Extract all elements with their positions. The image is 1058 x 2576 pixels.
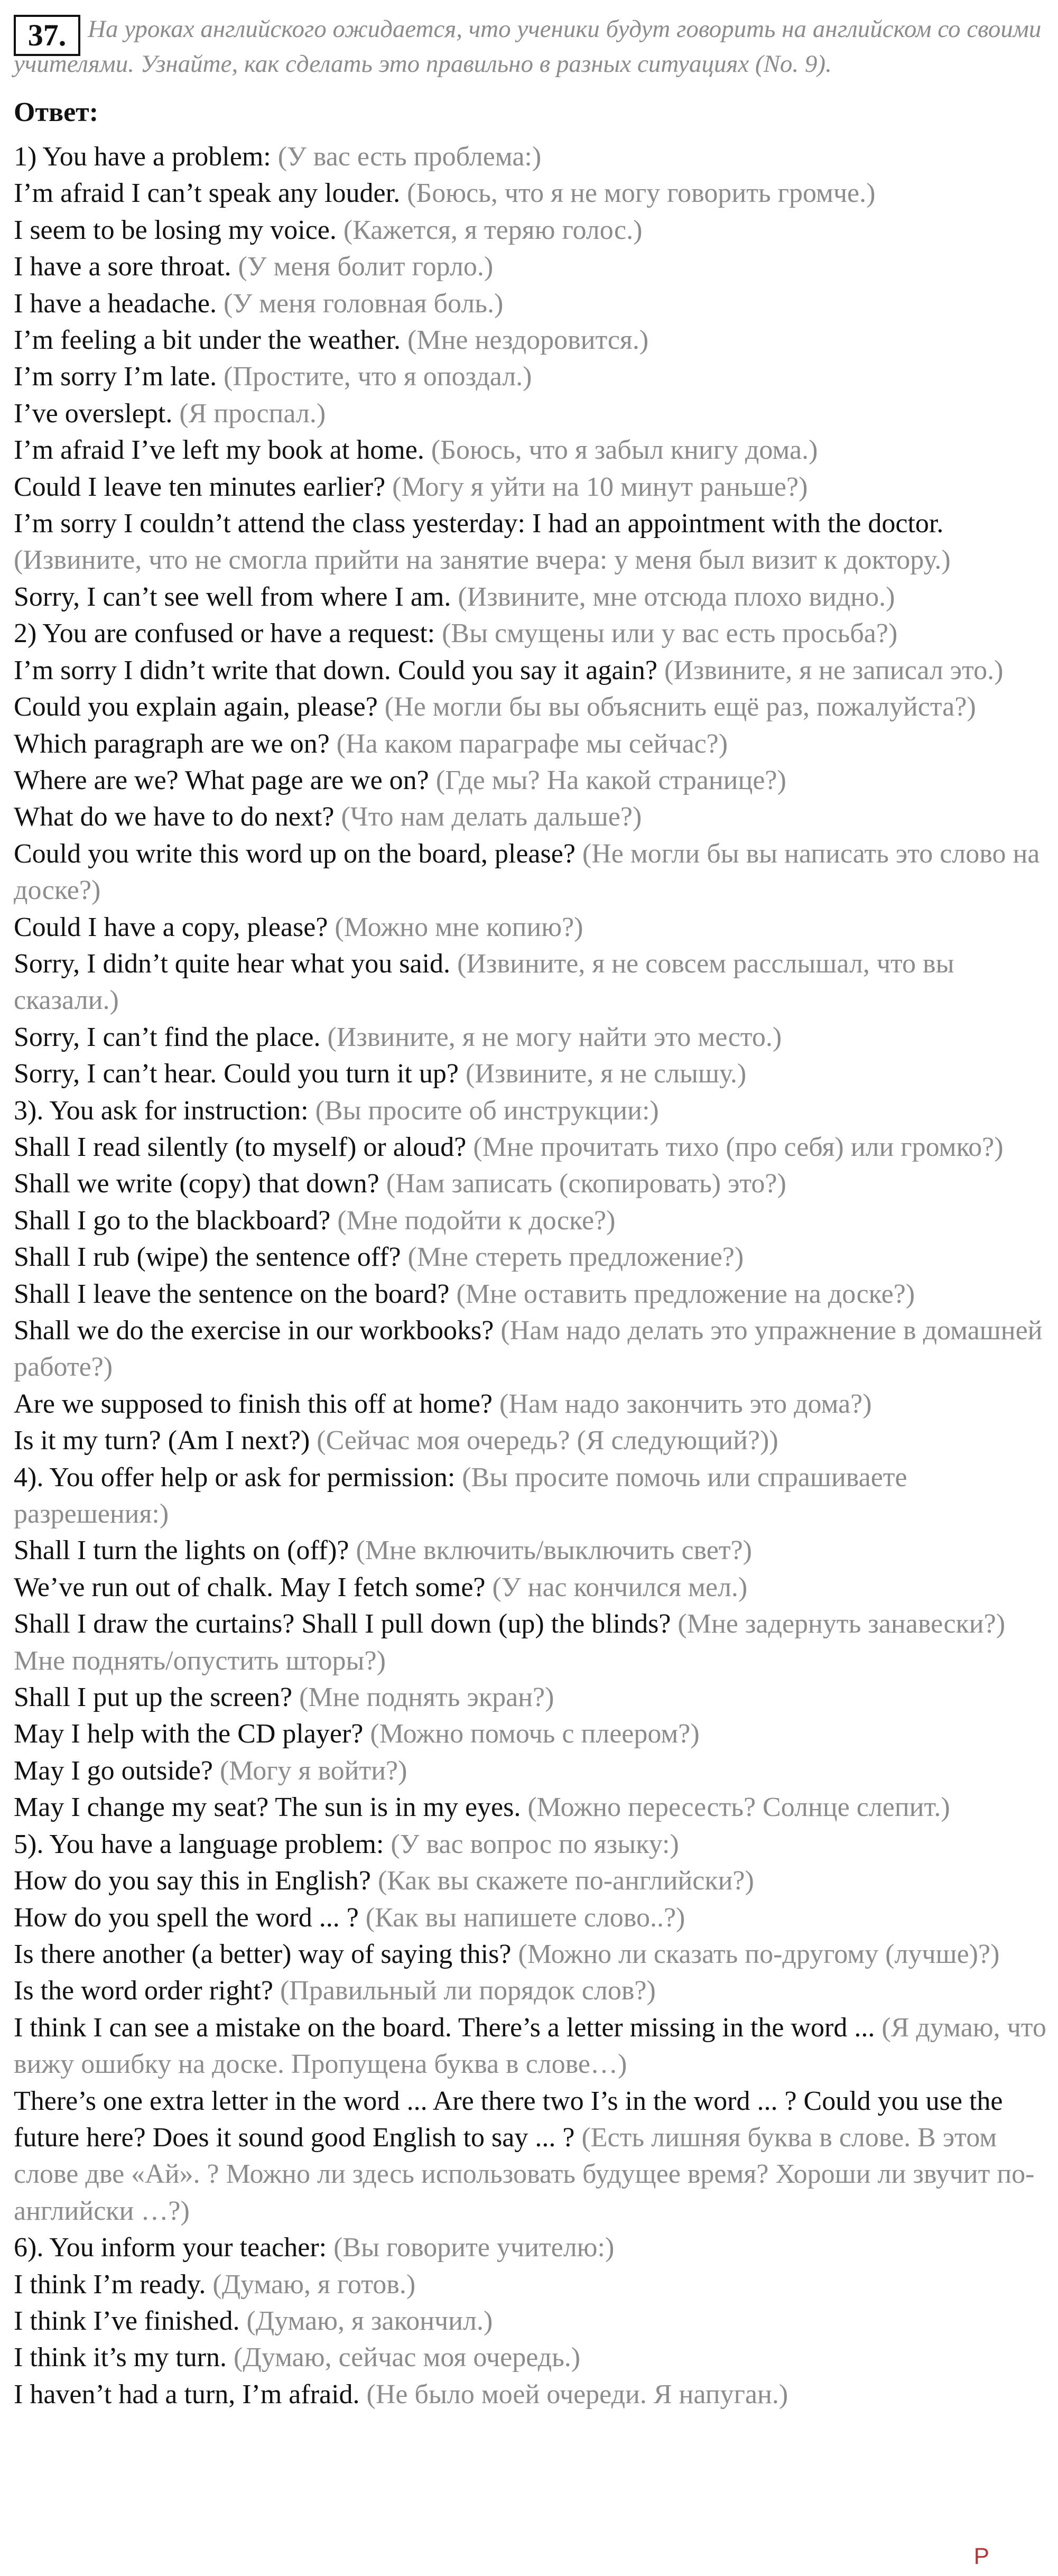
phrase-line xyxy=(14,1753,1051,1789)
phrase-line xyxy=(14,836,1051,909)
russian-translation: (Вы просите помочь или спрашиваете разрешения:) xyxy=(14,1462,907,1530)
russian-translation: (Как вы скажете по-английски?) xyxy=(377,1866,754,1896)
english-phrase: I think it’s my turn. xyxy=(14,2342,227,2373)
english-phrase: 2) You are confused or have a request: xyxy=(14,618,435,649)
phrase-line xyxy=(14,1789,1051,1826)
english-phrase: Could I leave ten minutes earlier? xyxy=(14,471,386,502)
english-phrase: May I change my seat? The sun is in my eyes. xyxy=(14,1792,521,1823)
russian-translation: (Извините, я не могу найти это место.) xyxy=(327,1022,782,1052)
english-phrase: Shall I put up the screen? xyxy=(14,1682,293,1713)
english-phrase: Is the word order right? xyxy=(14,1976,273,2006)
russian-translation: (У вас есть проблема:) xyxy=(277,142,542,172)
phrase-line xyxy=(14,1019,1051,1055)
russian-translation: (Вы смущены или у вас есть просьба?) xyxy=(442,618,898,649)
phrase-line xyxy=(14,2009,1051,2083)
russian-translation: (Кажется, я теряю голос.) xyxy=(343,215,643,245)
phrase-line xyxy=(14,1606,1051,1679)
answer-label: Ответ: xyxy=(14,97,99,127)
russian-translation: (Как вы напишете слово..?) xyxy=(365,1902,685,1933)
russian-translation: (Извините, я не слышу.) xyxy=(465,1059,747,1089)
english-phrase: I think I’m ready. xyxy=(14,2269,206,2300)
russian-translation: (Не могли бы вы объяснить ещё раз, пожалуйста?) xyxy=(384,692,976,722)
phrase-line xyxy=(14,1202,1051,1239)
phrase-line xyxy=(14,1459,1051,1533)
english-phrase: Could I have a copy, please? xyxy=(14,912,328,942)
english-phrase: I’ve overslept. xyxy=(14,398,173,429)
russian-translation: (У вас вопрос по языку:) xyxy=(391,1829,679,1859)
phrase-line xyxy=(14,1716,1051,1752)
russian-translation: (Извините, я не записал это.) xyxy=(664,655,1004,685)
russian-translation: (Я думаю, что вижу ошибку на доске. Пропущена буква в слове…) xyxy=(14,2012,1046,2080)
phrase-line xyxy=(14,1239,1051,1275)
english-phrase: I haven’t had a turn, I’m afraid. xyxy=(14,2379,360,2410)
phrase-line xyxy=(14,432,1051,468)
english-phrase: Sorry, I didn’t quite hear what you said. xyxy=(14,948,451,979)
russian-translation: (Думаю, сейчас моя очередь.) xyxy=(234,2342,581,2373)
phrase-line xyxy=(14,2266,1051,2303)
exercise-number: 37. xyxy=(14,15,80,56)
phrase-line xyxy=(14,1899,1051,1936)
phrase-line xyxy=(14,1055,1051,1092)
english-phrase: I’m sorry I didn’t write that down. Could you say it again? xyxy=(14,655,657,685)
phrase-line xyxy=(14,726,1051,762)
russian-translation: (Могу я уйти на 10 минут раньше?) xyxy=(392,471,808,502)
russian-translation: (Нам записать (скопировать) это?) xyxy=(386,1169,786,1199)
english-phrase: Where are we? What page are we on? xyxy=(14,765,429,795)
phrase-line xyxy=(14,2376,1051,2413)
phrase-line xyxy=(14,505,1051,579)
english-phrase: I think I’ve finished. xyxy=(14,2305,240,2336)
english-phrase: I’m afraid I can’t speak any louder. xyxy=(14,178,401,209)
english-phrase: 6). You inform your teacher: xyxy=(14,2232,327,2263)
phrase-line xyxy=(14,175,1051,211)
english-phrase: Are we supposed to finish this off at home? xyxy=(14,1388,493,1419)
russian-translation: (Боюсь, что я не могу говорить громче.) xyxy=(407,178,876,209)
russian-translation: (Можно пересесть? Солнце слепит.) xyxy=(527,1792,950,1823)
russian-translation: (Можно помочь с плеером?) xyxy=(370,1719,700,1749)
phrase-line xyxy=(14,322,1051,358)
russian-translation: (Мне подойти к доске?) xyxy=(337,1205,616,1236)
english-phrase: May I go outside? xyxy=(14,1755,213,1786)
phrase-line xyxy=(14,1532,1051,1569)
exercise-header xyxy=(14,12,1051,81)
phrase-line xyxy=(14,1936,1051,1972)
english-phrase: 5). You have a language problem: xyxy=(14,1829,384,1859)
russian-translation: (Есть лишняя буква в слове. В этом слове две «Ай». ? Можно ли здесь использовать будущее время? Хороши ли звучит по-английски …?) xyxy=(14,2122,1035,2226)
russian-translation: (Вы просите об инструкции:) xyxy=(315,1095,659,1126)
phrase-line xyxy=(14,946,1051,1019)
russian-translation: (Могу я войти?) xyxy=(219,1755,407,1786)
english-phrase: Shall I leave the sentence on the board? xyxy=(14,1278,450,1309)
english-phrase: Is there another (a better) way of saying this? xyxy=(14,1939,512,1969)
russian-translation: (Где мы? На какой странице?) xyxy=(435,765,786,795)
phrase-line xyxy=(14,799,1051,835)
phrase-line xyxy=(14,2303,1051,2339)
english-phrase: I’m feeling a bit under the weather. xyxy=(14,325,401,356)
phrase-line xyxy=(14,615,1051,652)
phrase-line xyxy=(14,1312,1051,1386)
russian-translation: (Нам надо закончить это дома?) xyxy=(499,1388,872,1419)
russian-translation: (Правильный ли порядок слов?) xyxy=(280,1976,656,2006)
english-phrase: There’s one extra letter in the word ... Are there two I’s in the word ... ? Could you use the future here? Does it sound good English to say ... ? xyxy=(14,2086,1003,2153)
phrase-line xyxy=(14,2339,1051,2376)
english-phrase: 1) You have a problem: xyxy=(14,142,271,172)
russian-translation: (Боюсь, что я забыл книгу дома.) xyxy=(431,435,818,466)
phrase-line xyxy=(14,395,1051,432)
english-phrase: Shall I draw the curtains? Shall I pull down (up) the blinds? xyxy=(14,1609,671,1639)
english-phrase: Shall I read silently (to myself) or aloud? xyxy=(14,1132,467,1162)
russian-translation: (Извините, я не совсем расслышал, что вы сказали.) xyxy=(14,948,954,1016)
english-phrase: Could you explain again, please? xyxy=(14,692,378,722)
phrase-line xyxy=(14,248,1051,285)
russian-translation: (Мне прочитать тихо (про себя) или громко?) xyxy=(473,1132,1004,1162)
russian-translation: (Мне оставить предложение на доске?) xyxy=(456,1278,915,1309)
english-phrase: Shall I go to the blackboard? xyxy=(14,1205,331,1236)
russian-translation: (Простите, что я опоздал.) xyxy=(224,362,532,392)
phrase-line xyxy=(14,1092,1051,1129)
english-phrase: Which paragraph are we on? xyxy=(14,728,330,759)
english-phrase: How do you say this in English? xyxy=(14,1866,371,1896)
russian-translation: (У нас кончился мел.) xyxy=(492,1572,748,1602)
phrase-line xyxy=(14,212,1051,248)
corner-mark: P xyxy=(973,2543,989,2569)
russian-translation: (У меня болит горло.) xyxy=(238,252,494,282)
russian-translation: (Что нам делать дальше?) xyxy=(341,802,642,832)
english-phrase: I think I can see a mistake on the board. There’s a letter missing in the word ... xyxy=(14,2012,875,2043)
russian-translation: (Мне поднять экран?) xyxy=(299,1682,554,1713)
english-phrase: I’m sorry I couldn’t attend the class yesterday: I had an appointment with the doctor. xyxy=(14,508,944,539)
phrase-line xyxy=(14,1679,1051,1716)
phrase-line xyxy=(14,1862,1051,1899)
english-phrase: I have a headache. xyxy=(14,288,217,319)
phrase-line xyxy=(14,1165,1051,1202)
russian-translation: (Мне стереть предложение?) xyxy=(407,1242,744,1273)
english-phrase: I have a sore throat. xyxy=(14,252,231,282)
phrase-line xyxy=(14,2083,1051,2230)
russian-translation: (Вы говорите учителю:) xyxy=(333,2232,615,2263)
english-phrase: I seem to be losing my voice. xyxy=(14,215,337,245)
phrase-line xyxy=(14,1826,1051,1862)
russian-translation: (Я проспал.) xyxy=(179,398,326,429)
task-text: На уроках английского ожидается, что ученики будут говорить на английском со своими учителями. Узнайте, как сделать это правильно в разных ситуациях (No. 9). xyxy=(14,15,1042,78)
russian-translation: (На каком параграфе мы сейчас?) xyxy=(336,728,728,759)
english-phrase: May I help with the CD player? xyxy=(14,1719,364,1749)
russian-translation: (Мне включить/выключить свет?) xyxy=(356,1535,752,1566)
phrase-line xyxy=(14,909,1051,946)
phrase-line xyxy=(14,652,1051,689)
phrase-line xyxy=(14,1972,1051,2009)
russian-translation: (Думаю, я закончил.) xyxy=(246,2305,493,2336)
english-phrase: Shall I rub (wipe) the sentence off? xyxy=(14,1242,401,1273)
russian-translation: (Мне нездоровится.) xyxy=(407,325,649,356)
phrase-line xyxy=(14,1569,1051,1606)
english-phrase: I’m afraid I’ve left my book at home. xyxy=(14,435,424,466)
russian-translation: (Не могли бы вы написать это слово на доске?) xyxy=(14,838,1040,906)
phrase-line xyxy=(14,469,1051,505)
english-phrase: Is it my turn? (Am I next?) xyxy=(14,1425,310,1456)
english-phrase: Shall we write (copy) that down? xyxy=(14,1169,379,1199)
russian-translation: (Не было моей очереди. Я напуган.) xyxy=(366,2379,788,2410)
english-phrase: We’ve run out of chalk. May I fetch some? xyxy=(14,1572,486,1602)
english-phrase: 3). You ask for instruction: xyxy=(14,1095,309,1126)
phrase-line xyxy=(14,2229,1051,2266)
russian-translation: (Извините, что не смогла прийти на занятие вчера: у меня был визит к доктору.) xyxy=(14,545,951,576)
russian-translation: (Извините, мне отсюда плохо видно.) xyxy=(458,581,895,612)
phrase-line xyxy=(14,1422,1051,1459)
phrase-line xyxy=(14,358,1051,395)
english-phrase: 4). You offer help or ask for permission: xyxy=(14,1462,456,1493)
english-phrase: Sorry, I can’t see well from where I am. xyxy=(14,581,451,612)
english-phrase: Sorry, I can’t hear. Could you turn it up? xyxy=(14,1059,459,1089)
russian-translation: (Можно ли сказать по-другому (лучше)?) xyxy=(518,1939,1000,1969)
russian-translation: (Мне задернуть занавески?) Мне поднять/опустить шторы?) xyxy=(14,1609,1006,1676)
phrase-line xyxy=(14,1276,1051,1312)
phrase-line xyxy=(14,138,1051,175)
phrase-line xyxy=(14,285,1051,322)
english-phrase: Sorry, I can’t find the place. xyxy=(14,1022,321,1052)
english-phrase: I’m sorry I’m late. xyxy=(14,362,217,392)
english-phrase: How do you spell the word ... ? xyxy=(14,1902,359,1933)
phrase-line xyxy=(14,579,1051,615)
english-phrase: Shall I turn the lights on (off)? xyxy=(14,1535,349,1566)
russian-translation: (Сейчас моя очередь? (Я следующий?)) xyxy=(317,1425,778,1456)
phrase-line xyxy=(14,1129,1051,1165)
english-phrase: Could you write this word up on the board, please? xyxy=(14,838,576,869)
phrase-line xyxy=(14,762,1051,799)
russian-translation: (Нам надо делать это упражнение в домашней работе?) xyxy=(14,1315,1043,1383)
russian-translation: (Думаю, я готов.) xyxy=(212,2269,416,2300)
answer-body xyxy=(14,138,1051,2413)
russian-translation: (Можно мне копию?) xyxy=(335,912,583,942)
phrase-line xyxy=(14,1386,1051,1422)
russian-translation: (У меня головная боль.) xyxy=(223,288,504,319)
english-phrase: What do we have to do next? xyxy=(14,802,335,832)
phrase-line xyxy=(14,689,1051,725)
english-phrase: Shall we do the exercise in our workbooks? xyxy=(14,1315,494,1346)
